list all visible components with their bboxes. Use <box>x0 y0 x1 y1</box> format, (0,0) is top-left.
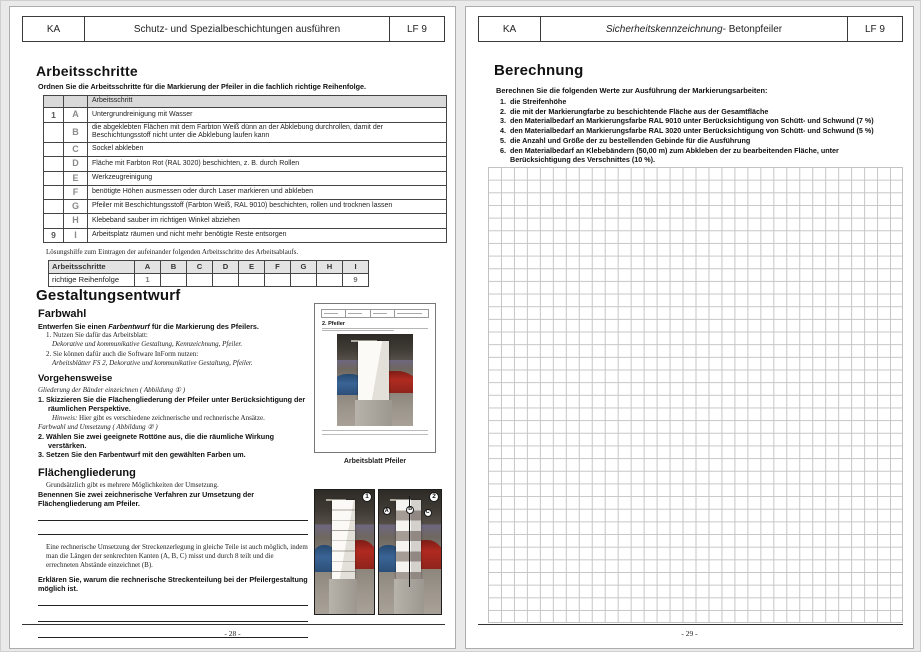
footer-rule <box>22 624 445 625</box>
farbwahl-item-1: 1. Nutzen Sie dafür das Arbeitsblatt: <box>46 331 148 340</box>
worksheet-thumbnail <box>314 303 436 453</box>
table-row: C Sockel abkleben <box>44 143 447 157</box>
solution-value-row: richtige Reihenfolge 1 9 <box>49 273 369 286</box>
flaeche-paragraph-1: Grundsätzlich gibt es mehrere Möglichkeiten der Umsetzung. <box>46 480 219 489</box>
answer-line <box>38 605 308 606</box>
vorgehen-caption-2: Farbwahl und Umsetzung ( Abbildung ② ) <box>38 422 158 431</box>
solution-note: Lösungshilfe zum Eintragen der aufeinander folgenden Arbeitsschritte des Arbeitsablaufs. <box>46 247 299 256</box>
thumbnail-answer-lines <box>322 430 428 435</box>
header-lf: LF 9 <box>847 17 902 41</box>
flaeche-task-1: Benennen Sie zwei zeichnerische Verfahren zur Umsetzung der Flächengliederung am Pfeiler. <box>38 489 255 509</box>
white-pillar <box>358 341 388 402</box>
header-code: KA <box>23 17 85 41</box>
calc-instruction: Berechnen Sie die folgenden Werte zur Ausführung der Markierungsarbeiten: <box>496 86 768 95</box>
table-row: F benötigte Höhen ausmessen oder durch Laser markieren und abkleben <box>44 185 447 199</box>
calc-item: 3. den Materialbedarf an Markierungsfarbe RAL 9010 unter Berücksichtigung von Schütt- und Schwund (7 %) <box>500 116 874 126</box>
table-row: G Pfeiler mit Beschichtungsstoff (Farbton Weiß, RAL 9010) beschichten, rollen und trocknen lassen <box>44 200 447 214</box>
calc-item: 6. den Materialbedarf an Klebebändern (50,00 m) zum Abkleben der zu bearbeitenden Fläche, unter Berücksichtigung des Verschnittes (10 %). <box>500 145 839 165</box>
calc-list <box>500 97 898 165</box>
figure-2-pillar-photo <box>378 489 442 615</box>
page-header <box>478 16 903 42</box>
header-title: Sicherheitskennzeichnung - Betonpfeiler <box>605 23 783 35</box>
vorgehen-hint: Hinweis: Hier gibt es verschiedene zeichnerische und rechnerische Ansätze. <box>52 413 265 422</box>
subheading-vorgehensweise: Vorgehensweise <box>38 372 113 384</box>
table-header-row <box>44 96 447 108</box>
thumbnail-text-bar <box>322 330 394 331</box>
circled-A-badge: A <box>383 507 391 515</box>
pillar-with-band-sketch <box>332 500 356 582</box>
header-title: Schutz- und Spezialbeschichtungen ausführen <box>133 23 341 35</box>
circled-C-badge: C <box>424 509 432 517</box>
thumbnail-text-bar <box>322 328 428 329</box>
answer-line <box>38 520 308 521</box>
page-number: - 28 - <box>224 629 241 638</box>
section-heading-berechnung: Berechnung <box>494 62 584 79</box>
vorgehen-step-3: 3. Setzen Sie den Farbentwurf mit den gewählten Farben um. <box>38 450 246 460</box>
vorgehen-step-1: 1. Skizzieren Sie die Flächengliederung der Pfeiler unter Berücksichtigung der räumlichen Perspektive. <box>38 394 306 414</box>
graph-paper-grid <box>488 167 903 623</box>
worksheet-page-right <box>465 6 914 649</box>
thumbnail-header-strip <box>321 309 429 318</box>
calc-item: 5. die Anzahl und Größe der zu bestellenden Gebinde für die Ausführung <box>500 135 751 145</box>
farbwahl-item-2-sub: Arbeitsblätter FS 2, Dekorative und kommunikative Gestaltung, Pfeiler. <box>52 358 253 367</box>
pillar-base <box>329 579 357 614</box>
steps-table <box>43 95 447 243</box>
subheading-farbwahl: Farbwahl <box>38 308 87 320</box>
task-instruction: Ordnen Sie die Arbeitsschritte für die Markierung der Pfeiler in die fachlich richtige Reihenfolge. <box>38 82 367 91</box>
footer-rule <box>478 624 903 625</box>
worksheet-page-left <box>9 6 456 649</box>
calc-item: 2. die mit der Markierungfarbe zu beschichtende Fläche aus der Gesamtfläche <box>500 106 769 116</box>
figure-1-pillar-photo <box>314 489 375 615</box>
gestaltung-text-column <box>38 308 308 638</box>
farbwahl-lead: Entwerfen Sie einen Farbentwurf für die Markierung des Pfeilers. <box>38 322 259 331</box>
subheading-flaechengliederung: Flächengliederung <box>38 466 136 479</box>
solution-header-row: Arbeitsschritte A B C D E F G H I <box>49 260 369 273</box>
page-number: - 29 - <box>681 629 698 638</box>
calc-item: 1. die Streifenhöhe <box>500 97 567 106</box>
solution-table <box>48 260 369 287</box>
calculation-tasks <box>496 86 898 165</box>
farbwahl-item-1-sub: Dekorative und kommunikative Gestaltung, Kennzeichnung, Pfeiler. <box>52 340 243 349</box>
section-heading: Arbeitsschritte <box>36 63 138 79</box>
header-lf: LF 9 <box>389 17 444 41</box>
table-row: 1 A Untergrundreinigung mit Wasser <box>44 108 447 122</box>
table-row: H Klebeband sauber im richtigen Winkel abziehen <box>44 214 447 228</box>
table-row: D Fläche mit Farbton Rot (RAL 3020) beschichten, z. B. durch Rollen <box>44 157 447 171</box>
circled-2-badge: 2 <box>429 492 439 502</box>
circled-B-badge: B <box>406 506 414 514</box>
circled-1-badge: 1 <box>362 492 372 502</box>
header-code: KA <box>479 17 541 41</box>
vorgehen-caption-1: Gliederung der Bänder einzeichnen ( Abbildung ① ) <box>38 385 186 394</box>
table-row: B die abgeklebten Flächen mit dem Farbton Weiß dünn an der Abklebung durchrollen, damit der Beschichtungsstoff nicht unter die Abklebung laufen kann <box>44 122 447 143</box>
answer-line <box>38 621 308 622</box>
thumbnail-caption: Arbeitsblatt Pfeiler <box>343 458 407 465</box>
answer-line <box>38 534 308 535</box>
table-row: 9 I Arbeitsplatz räumen und nicht mehr benötigte Reste entsorgen <box>44 228 447 242</box>
thumbnail-pillar-photo <box>337 334 413 426</box>
flaeche-paragraph-2: Eine rechnerische Umsetzung der Streckenzerlegung in gleiche Teile ist auch möglich, indem man die Längen der senkrechten Kanten (A, B, C) misst und durch 8 teilt und die errechneten Abstände einzeichnet (B). <box>46 542 308 569</box>
table-row: E Werkzeugreinigung <box>44 171 447 185</box>
section-heading-gestaltungsentwurf: Gestaltungsentwurf <box>36 287 181 304</box>
pillar-base <box>355 400 391 426</box>
thumbnail-title: 2. Pfeiler <box>322 321 345 327</box>
column-header: Arbeitsschritt <box>88 96 447 108</box>
flaeche-task-2: Erklären Sie, warum die rechnerische Streckenteilung bei der Pfeilergestaltung möglich ist. <box>38 574 308 594</box>
section-arbeitsschritte <box>36 63 448 287</box>
vorgehen-step-2: 2. Wählen Sie zwei geeignete Rottöne aus, die die räumliche Wirkung verstärken. <box>38 431 274 451</box>
page-header <box>22 16 445 42</box>
farbwahl-item-2: 2. Sie können dafür auch die Software InForm nutzen: <box>46 349 199 358</box>
calc-item: 4. den Materialbedarf an Markierungsfarbe RAL 3020 unter Berücksichtigung von Schütt- und Schwund (5 %) <box>500 126 874 136</box>
